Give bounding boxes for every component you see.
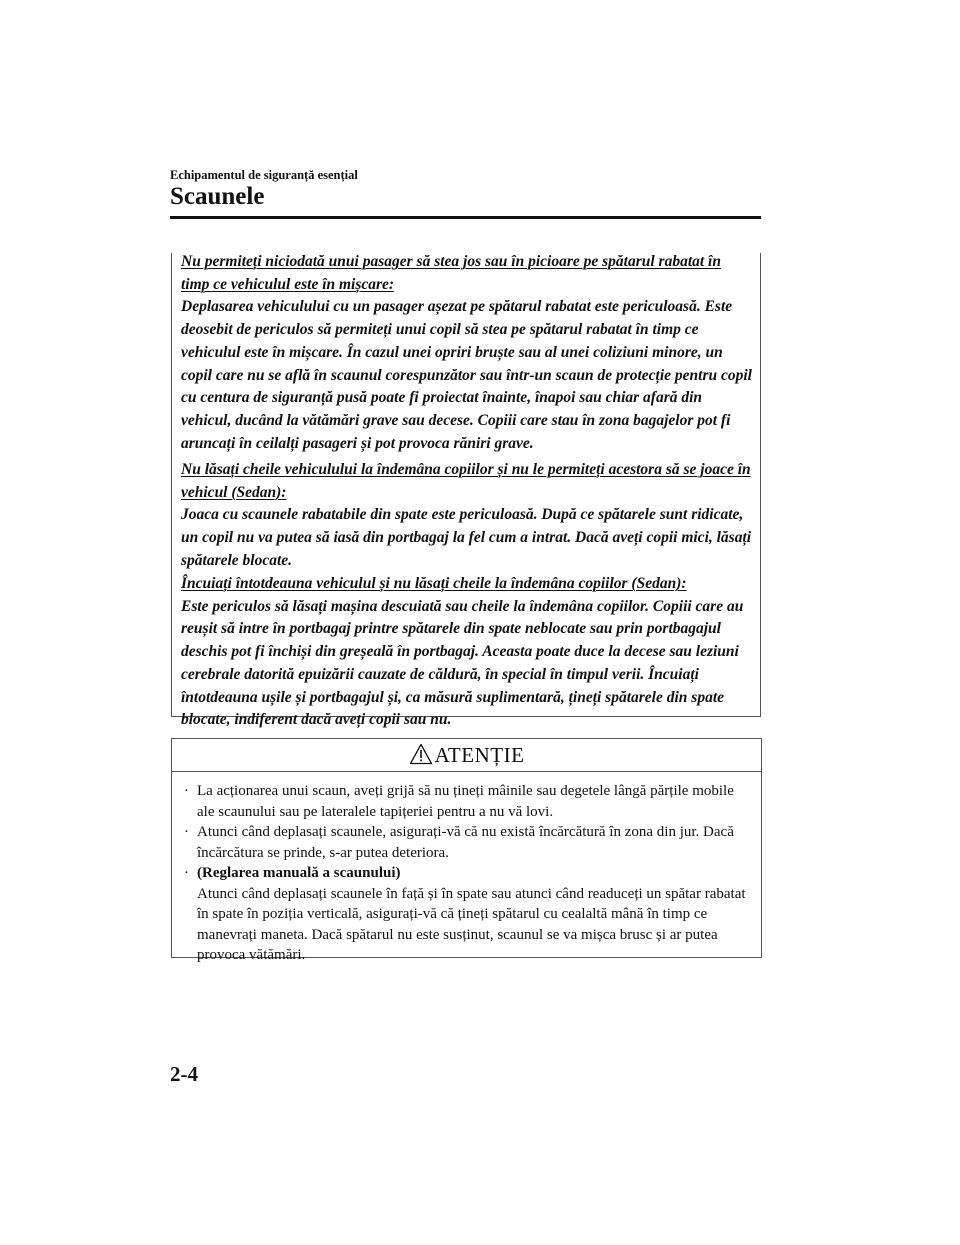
caution-item-heading: (Reglarea manuală a scaunului) bbox=[197, 865, 401, 881]
warning-block-3 bbox=[181, 573, 753, 732]
section-label: Echipamentul de siguranță esențial bbox=[170, 168, 358, 182]
warning-body: Este periculos să lăsați mașina descuiată sau cheile la îndemâna copiilor. Copiii care au reușit să intre în portbagaj printre spătarele din spate neblocate sau prin portbagajul deschis pot fi închiși din greșeală în portbagaj. Aceasta poate duce la decese sau leziuni cerebrale datorită epuizării cauzate de căldură, în special în timpul verii. Încuiați întotdeauna ușile și portbagajul și, ca măsură suplimentară, țineți spătarele din spate blocate, indiferent dacă aveți copii sau nu. bbox=[181, 597, 744, 729]
page-number: 2-4 bbox=[170, 1062, 198, 1086]
warning-triangle-icon bbox=[409, 743, 433, 771]
warning-heading: Nu lăsați cheile vehiculului la îndemâna copiilor și nu le permiteți acestora să se joace în vehicul (Sedan): bbox=[181, 461, 751, 501]
caution-item-text: Atunci când deplasați scaunele în față și în spate sau atunci când readuceți un spătar rabatat în spate în poziția verticală, asigurați-vă că țineți spătarul cu cealaltă mână în timp ce manevrați maneta. Dacă spătarul nu este susținut, scaunul se va mișca brusc și ar putea provoca vătămări. bbox=[197, 885, 746, 963]
bullet: · bbox=[184, 824, 189, 840]
caution-item-text: Atunci când deplasați scaunele, asigurați-vă că nu există încărcătură în zona din jur. Dacă încărcătura se prinde, s-ar putea deteriora. bbox=[197, 824, 734, 861]
warning-block-1 bbox=[181, 251, 753, 455]
caution-header bbox=[172, 739, 761, 772]
list-item bbox=[184, 781, 749, 822]
bullet: · bbox=[184, 783, 189, 799]
page-title: Scaunele bbox=[170, 183, 265, 210]
warning-body: Joaca cu scaunele rabatabile din spate este periculoasă. După ce spătarele sunt ridicate, un copil nu va putea să iasă din portbagaj la fel cum a intrat. Dacă aveți copii mici, lăsați spătarele blocate. bbox=[181, 506, 752, 569]
warning-body: Deplasarea vehiculului cu un pasager așezat pe spătarul rabatat este periculoasă. Este deosebit de periculos să permiteți unui copil să stea pe spătarul rabatat în timp ce vehiculul este în mișcare. În cazul unei opriri bruște sau al unei coliziuni minore, un copil care nu se află în scaunul corespunzător sau într-un scaun de protecție pentru copil cu centura de siguranță pusă poate fi proiectat înainte, înapoi sau chiar afară din vehicul, ducând la vătămări grave sau decese. Copiii care stau în zona bagajelor pot fi aruncați în ceilalți pasageri și pot provoca răniri grave. bbox=[181, 298, 752, 452]
caution-title bbox=[172, 743, 761, 771]
list-item bbox=[184, 863, 749, 966]
title-rule bbox=[170, 216, 761, 219]
caution-list bbox=[184, 781, 749, 966]
caution-box bbox=[171, 738, 762, 963]
bullet: · bbox=[184, 865, 189, 881]
warning-block-2 bbox=[181, 459, 753, 573]
warning-heading: Încuiați întotdeauna vehiculul și nu lăsați cheile la îndemâna copiilor (Sedan): bbox=[181, 575, 687, 592]
list-item bbox=[184, 822, 749, 863]
warning-heading: Nu permiteți niciodată unui pasager să stea jos sau în picioare pe spătarul rabatat în timp ce vehiculul este în mișcare: bbox=[181, 253, 721, 293]
caution-title-text: ATENȚIE bbox=[434, 743, 525, 767]
caution-item-text: La acționarea unui scaun, aveți grijă să nu țineți mâinile sau degetele lângă părțile mobile ale scaunului sau pe lateralele tapițeriei pentru a nu vă lovi. bbox=[197, 783, 734, 820]
